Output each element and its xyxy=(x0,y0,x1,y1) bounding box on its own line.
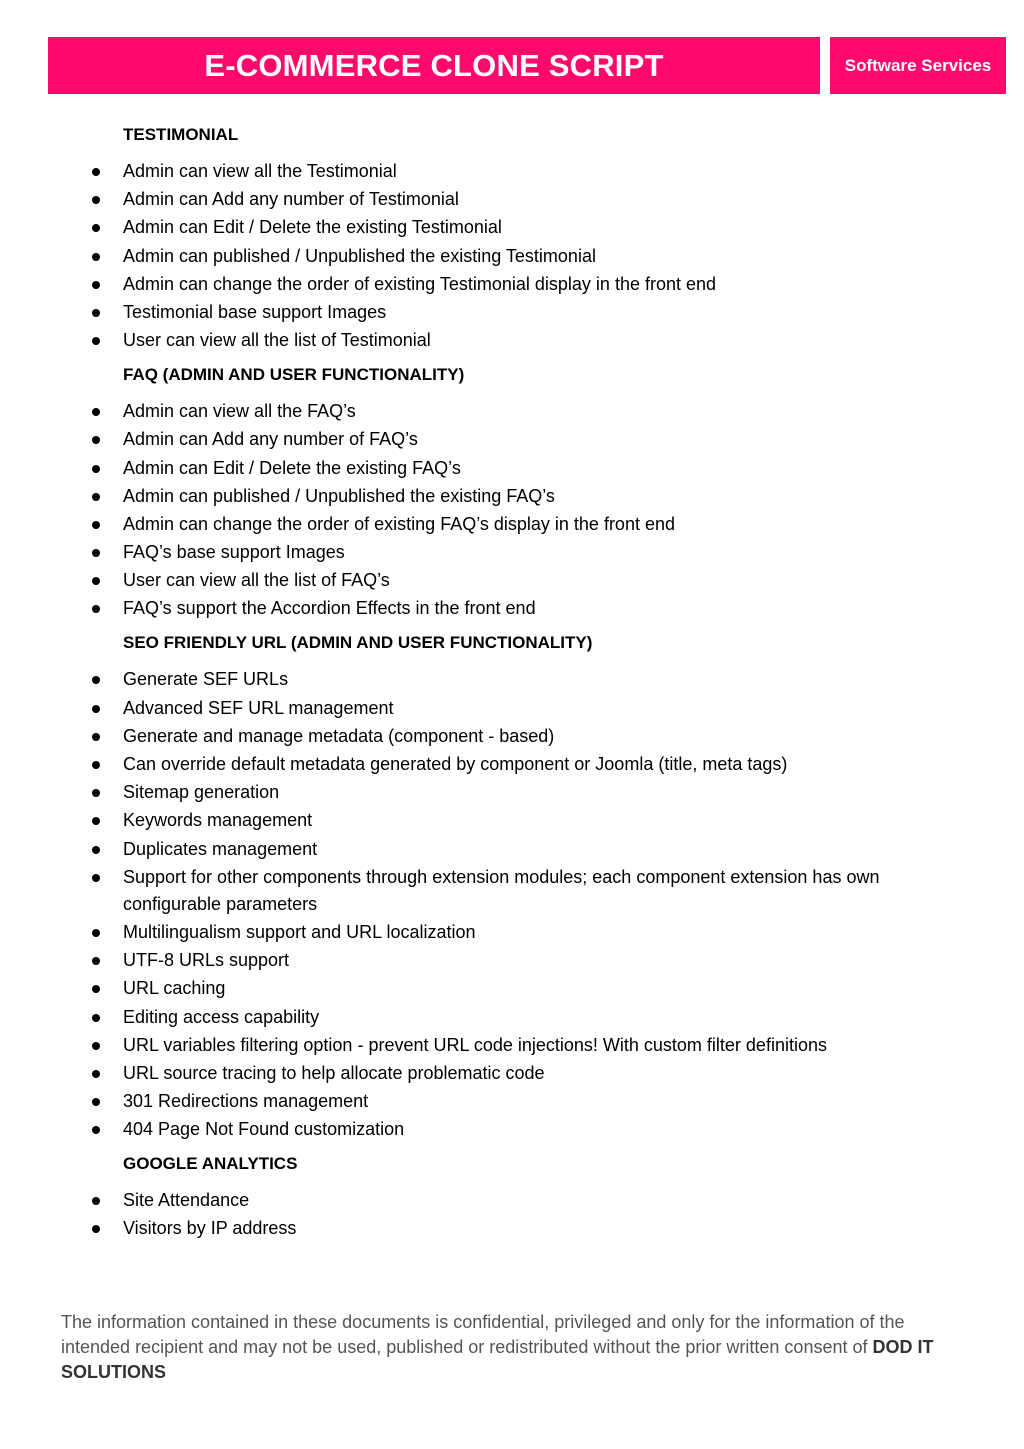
section xyxy=(0,124,1024,354)
bullet-icon xyxy=(92,1197,100,1205)
bullet-icon xyxy=(92,985,100,993)
bullet-icon xyxy=(92,224,100,232)
list-item xyxy=(0,1215,1024,1242)
bullet-icon xyxy=(92,789,100,797)
list-item-text: Multilingualism support and URL localization xyxy=(123,921,476,942)
section-heading: TESTIMONIAL xyxy=(123,125,239,144)
bullet-icon xyxy=(92,846,100,854)
document-body xyxy=(0,124,1024,1252)
list-item-text: Admin can Edit / Delete the existing Testimonial xyxy=(123,217,502,238)
list-item xyxy=(0,695,1024,722)
section-heading: FAQ (ADMIN AND USER FUNCTIONALITY) xyxy=(123,365,465,385)
list-item xyxy=(0,1032,1024,1059)
list-item xyxy=(0,271,1024,298)
bullet-icon xyxy=(92,281,100,289)
bullet-list xyxy=(0,158,1024,354)
bullet-list xyxy=(0,1187,1024,1242)
section xyxy=(0,364,1024,622)
bullet-icon xyxy=(92,1070,100,1078)
list-item-text: 404 Page Not Found customization xyxy=(123,1119,405,1140)
bullet-icon xyxy=(92,1126,100,1134)
bullet-icon xyxy=(92,253,100,261)
list-item xyxy=(0,919,1024,946)
list-item xyxy=(0,1060,1024,1087)
list-item xyxy=(0,779,1024,806)
bullet-icon xyxy=(92,733,100,741)
section xyxy=(0,632,1024,1143)
list-item xyxy=(0,214,1024,241)
list-item xyxy=(0,1088,1024,1115)
bullet-icon xyxy=(92,1042,100,1050)
list-item-text: Sitemap generation xyxy=(123,782,280,803)
list-item-text: URL source tracing to help allocate problematic code xyxy=(123,1062,545,1083)
list-item xyxy=(0,243,1024,270)
list-item xyxy=(0,398,1024,425)
bullet-icon xyxy=(92,874,100,882)
list-item xyxy=(0,836,1024,863)
bullet-icon xyxy=(92,465,100,473)
list-item-text: Admin can view all the Testimonial xyxy=(123,161,397,181)
bullet-icon xyxy=(92,436,100,444)
list-item xyxy=(0,807,1024,834)
list-item xyxy=(0,186,1024,213)
list-item xyxy=(0,666,1024,693)
bullet-icon xyxy=(92,549,100,557)
bullet-list xyxy=(0,666,1024,1143)
list-item-text: Admin can Edit / Delete the existing FAQ’s xyxy=(123,457,461,478)
section xyxy=(0,1153,1024,1242)
list-item-text: Admin can view all the FAQ’s xyxy=(123,401,356,422)
bullet-icon xyxy=(92,337,100,345)
bullet-icon xyxy=(92,705,100,713)
list-item xyxy=(0,864,1024,918)
list-item xyxy=(0,751,1024,778)
bullet-icon xyxy=(92,676,100,684)
software-services-badge xyxy=(830,37,1006,94)
list-item xyxy=(0,327,1024,354)
list-item-text: Generate SEF URLs xyxy=(123,669,289,690)
list-item xyxy=(0,1004,1024,1031)
list-item xyxy=(0,299,1024,326)
bullet-icon xyxy=(92,408,100,416)
list-item xyxy=(0,426,1024,453)
list-item xyxy=(0,539,1024,566)
bullet-icon xyxy=(92,1014,100,1022)
list-item-text: UTF-8 URLs support xyxy=(123,950,290,971)
list-item-text: Support for other components through extension modules; each component extension has own configurable parameters xyxy=(123,866,880,914)
list-item-text: Advanced SEF URL management xyxy=(123,697,394,718)
list-item xyxy=(0,975,1024,1002)
list-item-text: Testimonial base support Images xyxy=(123,301,387,322)
footer-text: The information contained in these documents is confidential, privileged and only for the information of the intended recipient and may not be used, published or redistributed without the prior written consent of xyxy=(61,1312,905,1357)
badge-label: Software Services xyxy=(844,55,992,75)
bullet-icon xyxy=(92,605,100,613)
list-item xyxy=(0,1116,1024,1143)
document-title: E-COMMERCE CLONE SCRIPT xyxy=(204,47,664,83)
list-item xyxy=(0,723,1024,750)
bullet-icon xyxy=(92,196,100,204)
list-item-text: User can view all the list of Testimonial xyxy=(123,330,431,351)
list-item-text: Editing access capability xyxy=(123,1006,320,1027)
list-item xyxy=(0,483,1024,510)
list-item-text: Can override default metadata generated by component or Joomla (title, meta tags) xyxy=(123,754,788,774)
list-item-text: Admin can published / Unpublished the existing Testimonial xyxy=(123,245,596,266)
list-item-text: FAQ’s support the Accordion Effects in the front end xyxy=(123,598,536,619)
company-name: DOD IT SOLUTIONS xyxy=(61,1337,934,1382)
list-item xyxy=(0,567,1024,594)
list-item-text: Visitors by IP address xyxy=(123,1218,297,1239)
bullet-icon xyxy=(92,929,100,937)
list-item-text: URL variables filtering option - prevent URL code injections! With custom filter definitions xyxy=(123,1034,827,1055)
bullet-icon xyxy=(92,521,100,529)
list-item-text: 301 Redirections management xyxy=(123,1091,369,1112)
list-item xyxy=(0,455,1024,482)
list-item-text: Admin can Add any number of FAQ’s xyxy=(123,429,418,450)
list-item xyxy=(0,1187,1024,1214)
document-title-banner xyxy=(48,37,820,94)
bullet-icon xyxy=(92,761,100,769)
list-item-text: FAQ’s base support Images xyxy=(123,542,345,563)
bullet-list xyxy=(0,398,1024,622)
list-item xyxy=(0,158,1024,185)
section-heading: GOOGLE ANALYTICS xyxy=(123,1154,298,1174)
list-item-text: URL caching xyxy=(123,978,226,999)
list-item-text: Duplicates management xyxy=(123,838,318,859)
bullet-icon xyxy=(92,577,100,585)
bullet-icon xyxy=(92,817,100,825)
bullet-icon xyxy=(92,168,100,176)
bullet-icon xyxy=(92,1225,100,1233)
list-item-text: Admin can change the order of existing FAQ’s display in the front end xyxy=(123,513,675,534)
list-item-text: Admin can published / Unpublished the existing FAQ’s xyxy=(123,485,555,506)
bullet-icon xyxy=(92,957,100,965)
list-item-text: Admin can change the order of existing Testimonial display in the front end xyxy=(123,273,717,294)
list-item-text: User can view all the list of FAQ’s xyxy=(123,570,390,591)
confidentiality-notice xyxy=(61,1310,961,1385)
list-item-text: Keywords management xyxy=(123,810,313,831)
list-item xyxy=(0,595,1024,622)
bullet-icon xyxy=(92,493,100,501)
bullet-icon xyxy=(92,309,100,317)
list-item xyxy=(0,947,1024,974)
list-item-text: Generate and manage metadata (component - based) xyxy=(123,725,555,746)
section-heading: SEO FRIENDLY URL (ADMIN AND USER FUNCTIONALITY) xyxy=(123,633,593,653)
list-item xyxy=(0,511,1024,538)
list-item-text: Site Attendance xyxy=(123,1190,250,1211)
bullet-icon xyxy=(92,1098,100,1106)
list-item-text: Admin can Add any number of Testimonial xyxy=(123,189,459,210)
